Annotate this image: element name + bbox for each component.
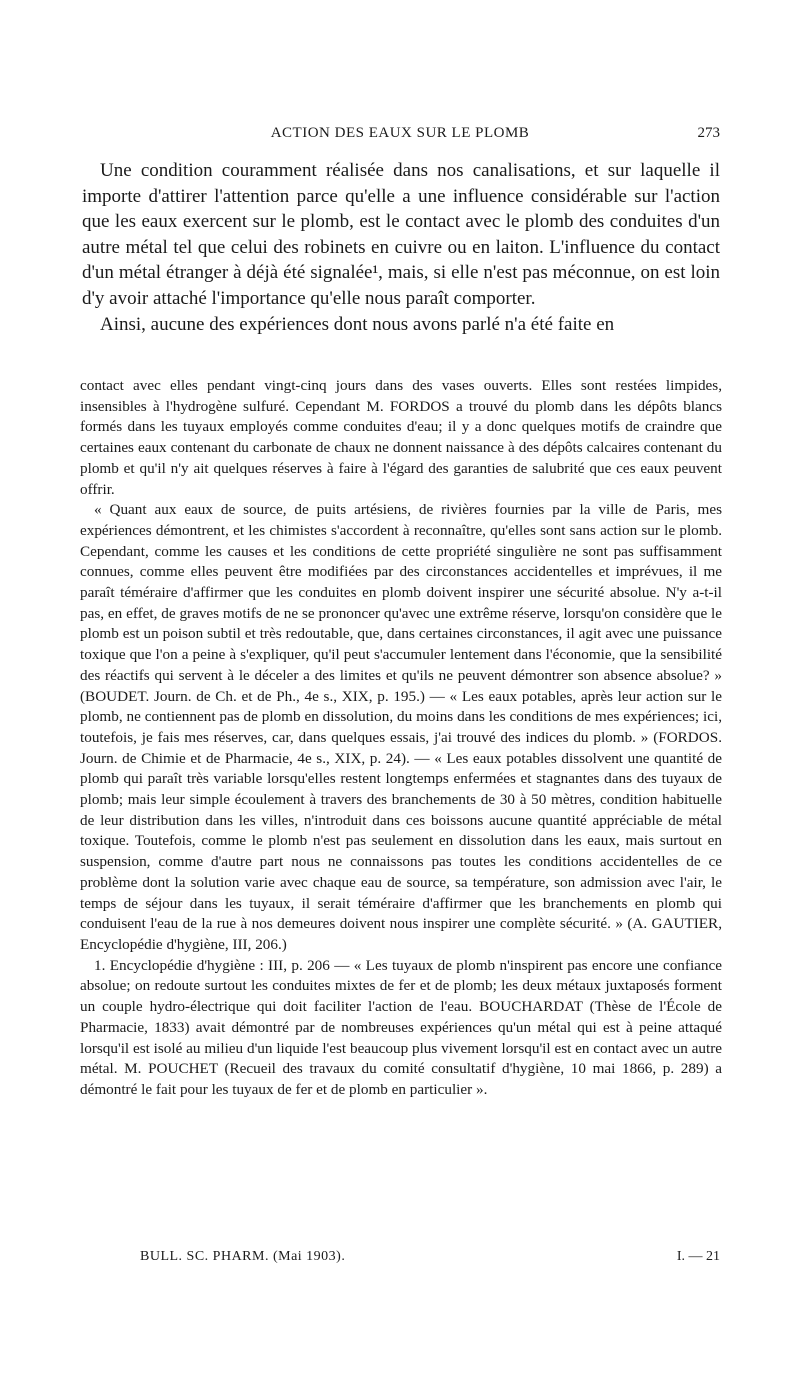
footnote-quote: « Quant aux eaux de source, de puits artésiens, de rivières fournies par la ville de Paris, mes expériences démontrent, et les chimistes s'accordent à reconnaître, qu'elles sont sans action sur le plomb. Cependant, comme les causes et les conditions de cette propriété singulière ne sont pas suffisamment connues, comme elles peuvent être modifiées par des circonstances accidentelles et imprévues, il me paraît téméraire d'affirmer que les conduites en plomb doivent inspirer une sécurité absolue. N'y a-t-il pas, en effet, de graves motifs de ne se prononcer qu'avec une extrême réserve, lorsqu'on considère que le plomb est un poison subtil et très redoutable, que, dans certaines circonstances, il agit avec une puissance toxique que l'on a peine à s'expliquer, qu'il peut s'accumuler lentement dans l'économie, que la sensibilité des réactifs qui servent à le déceler a des limites et qu'ils ne peuvent démontrer son absence absolue? » (BOUDET. Journ. de Ch. et de Ph., 4e s., XIX, p. 195.) — « Les eaux potables, après leur action sur le plomb, ne contiennent pas de plomb en dissolution, du moins dans les conditions de mes expériences; ici, toutefois, je fais mes réserves, car, dans quelques essais, j'ai trouvé des indices du plomb. » (FORDOS. Journ. de Chimie et de Pharmacie, 4e s., XIX, p. 24). — « Les eaux potables dissolvent une quantité de plomb qui paraît très variable lorsqu'elles restent longtemps enfermées et stagnantes dans des tuyaux de plomb; mais leur simple écoulement à travers des branchements de 30 à 50 mètres, condition habituelle de leur distribution dans les villes, n'introduit dans ces boissons aucune quantité appréciable de métal toxique. Toutefois, comme le plomb n'est pas seulement en dissolution dans les eaux, mais surtout en suspension, comme d'autre part nous ne connaissons pas toutes les conditions accidentelles de ce problème dont la solution varie avec chaque eau de source, sa température, son admission avec l'air, le temps de séjour dans les tuyaux, il serait téméraire d'affirmer que les branchements en plomb qui conduisent l'eau de la rue à nos demeures doivent nous inspirer une complète sécurité. » (A. GAUTIER, Encyclopédie d'hygiène, III, 206.)	[80, 501, 722, 953]
page-footer	[80, 1249, 722, 1269]
footnote-continuation: contact avec elles pendant vingt-cinq jours dans des vases ouverts. Elles sont restées limpides, insensibles à l'hydrogène sulfuré. Cependant M. FORDOS a trouvé du plomb dans les dépôts blancs formés dans les tuyaux employés comme conduites d'eau; il y a donc quelques motifs de craindre que certaines eaux contenant du carbonate de chaux ne donnent naissance à des dépôts calcaires contenant du plomb et qu'il n'y ait quelques réserves à faire à l'égard des garanties de salubrité que ces eaux peuvent offrir.	[80, 377, 722, 498]
main-paragraph: Ainsi, aucune des expériences dont nous avons parlé n'a été faite en	[100, 313, 615, 335]
main-paragraph: Une condition couramment réalisée dans nos canalisations, et sur laquelle il importe d'attirer l'attention parce qu'elle a une influence considérable sur l'action que les eaux exercent sur le plomb, est le contact avec le plomb des conduites d'un autre métal tel que celui des robinets en cuivre ou en laiton. L'influence du contact d'un métal étranger à déjà été signalée¹, mais, si elle n'est pas méconnue, on est loin d'y avoir attaché l'importance qu'elle nous paraît comporter.	[82, 160, 720, 309]
main-text	[82, 158, 720, 337]
running-title: ACTION DES EAUX SUR LE PLOMB	[270, 125, 530, 141]
page-header	[80, 125, 720, 149]
signature-mark: I. — 21	[676, 1249, 720, 1264]
journal-reference: BULL. SC. PHARM. (Mai 1903).	[140, 1249, 346, 1264]
footnotes	[80, 376, 722, 1101]
footnote-1: 1. Encyclopédie d'hygiène : III, p. 206 — « Les tuyaux de plomb n'inspirent pas encore une confiance absolue; on redoute surtout les conduites mixtes de fer et de plomb; les deux métaux juxtaposés forment un couple hydro-électrique qui doit faciliter l'action de l'eau. BOUCHARDAT (Thèse de l'École de Pharmacie, 1833) avait démontré par de nombreuses expériences qu'un métal qui est à peine attaqué lorsqu'il est isolé au milieu d'un liquide l'est beaucoup plus vivement lorsqu'il est en contact avec un autre métal. M. POUCHET (Recueil des travaux du comité consultatif d'hygiène, 10 mai 1866, p. 289) a démontré le fait pour les tuyaux de fer et de plomb en particulier ».	[80, 956, 722, 1098]
page-number: 273	[697, 125, 720, 141]
